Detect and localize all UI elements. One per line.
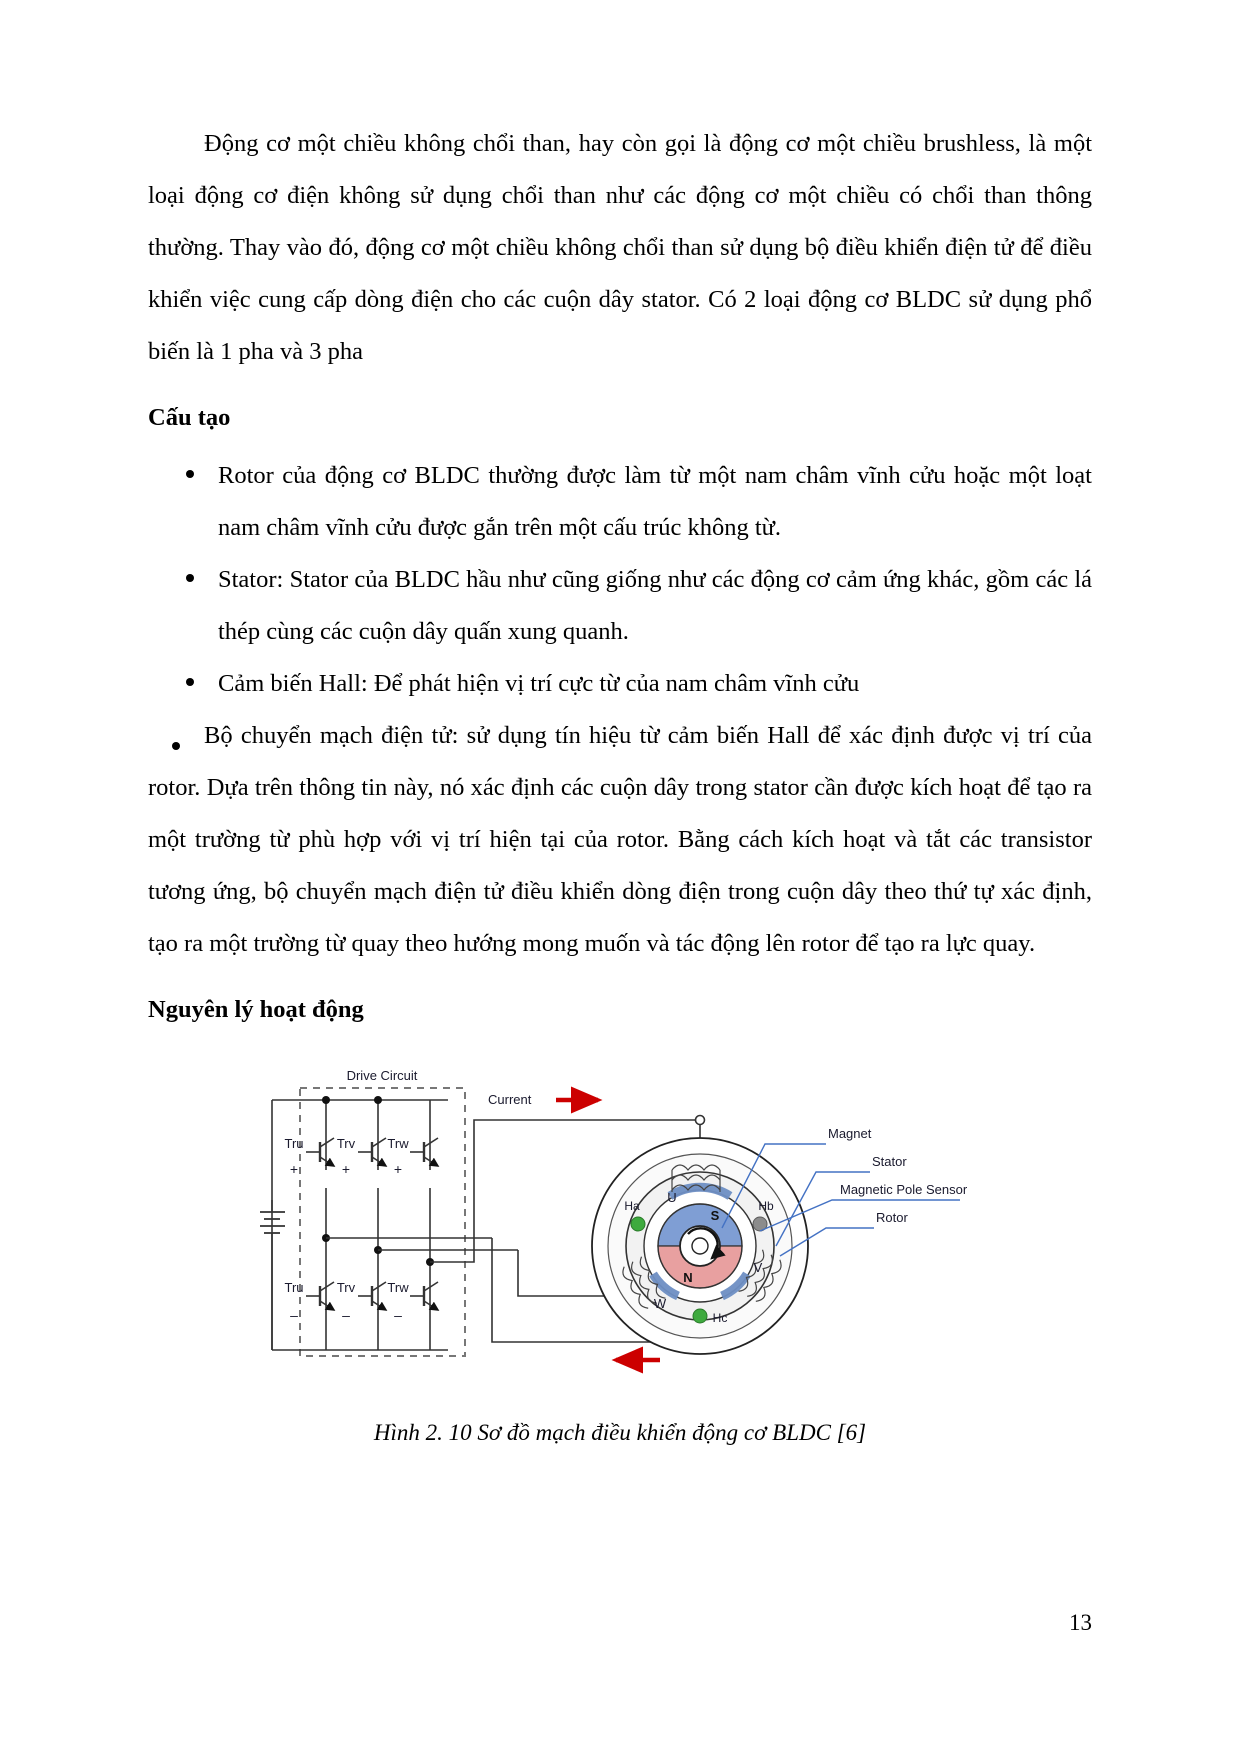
label-transistor-lower-0: Tru bbox=[284, 1280, 304, 1295]
label-hall-2: Hc bbox=[712, 1311, 728, 1325]
label-pole-north: N bbox=[683, 1270, 693, 1285]
list-item bbox=[148, 658, 1092, 710]
label-polarity-upper-1: + bbox=[341, 1161, 351, 1177]
label-current: Current bbox=[488, 1092, 532, 1107]
label-transistor-upper-0: Tru bbox=[284, 1136, 304, 1151]
list-item-text: Cảm biến Hall: Để phát hiện vị trí cực từ của nam châm vĩnh cửu bbox=[218, 670, 860, 697]
section-heading-nguyen-ly: Nguyên lý hoạt động bbox=[148, 996, 364, 1023]
label-transistor-lower-1: Trv bbox=[336, 1280, 356, 1295]
diagram-canvas bbox=[260, 1060, 980, 1390]
label-magnetic-pole-sensor: Magnetic Pole Sensor bbox=[840, 1182, 968, 1197]
label-transistor-upper-2: Trw bbox=[387, 1136, 409, 1151]
figure-caption: Hình 2. 10 Sơ đồ mạch điều khiển động cơ BLDC [6] bbox=[373, 1420, 867, 1445]
label-phase-1: V bbox=[753, 1260, 763, 1275]
label-polarity-upper-0: + bbox=[289, 1161, 299, 1177]
hall-sensor-ha-icon bbox=[631, 1217, 645, 1231]
motor-cross-section bbox=[592, 1138, 808, 1354]
list-item-text: Rotor của động cơ BLDC thường được làm từ một nam châm vĩnh cửu hoặc một loạt nam châm vĩnh cửu được gắn trên một cấu trúc không từ. bbox=[218, 462, 1092, 541]
bullet-dot-icon bbox=[186, 574, 194, 582]
page-number: 13 bbox=[1069, 1610, 1092, 1635]
hall-sensor-hc-icon bbox=[693, 1309, 707, 1323]
label-pole-south: S bbox=[710, 1208, 720, 1223]
label-hall-0: Ha bbox=[624, 1199, 640, 1213]
label-rotor: Rotor bbox=[876, 1210, 908, 1225]
intro-paragraph: Động cơ một chiều không chổi than, hay còn gọi là động cơ một chiều brushless, là một loại động cơ điện không sử dụng chổi than như các động cơ một chiều có chổi than thông thường. Thay vào đó, động cơ một chiều không chổi than sử dụng bộ điều khiển điện tử để điều khiển việc cung cấp dòng điện cho các cuộn dây stator. Có 2 loại động cơ BLDC sử dụng phổ biến là 1 pha và 3 pha bbox=[148, 130, 1092, 365]
label-magnet: Magnet bbox=[828, 1126, 872, 1141]
label-drive-circuit: Drive Circuit bbox=[346, 1068, 418, 1083]
list-item bbox=[148, 554, 1092, 658]
list-item-text: Stator: Stator của BLDC hầu như cũng giống như các động cơ cảm ứng khác, gồm các lá thép cùng các cuộn dây quấn xung quanh. bbox=[218, 566, 1092, 645]
transistor-upper-u bbox=[306, 1138, 334, 1166]
transistor-lower-u bbox=[306, 1282, 334, 1310]
structure-bullet-list bbox=[148, 450, 1092, 710]
label-transistor-lower-2: Trw bbox=[387, 1280, 409, 1295]
commutation-paragraph-text: Bộ chuyển mạch điện tử: sử dụng tín hiệu từ cảm biến Hall để xác định được vị trí của rotor. Dựa trên thông tin này, nó xác định các cuộn dây trong stator cần được kích hoạt để tạo ra một trường từ phù hợp với vị trí hiện tại của rotor. Bằng cách kích hoạt và tắt các transistor tương ứng, bộ chuyển mạch điện tử điều khiển dòng điện trong cuộn dây theo thứ tự xác định, tạo ra một trường từ quay theo hướng mong muốn và tác động lên rotor để tạo ra lực quay. bbox=[148, 722, 1092, 957]
transistor-lower-v bbox=[358, 1282, 386, 1310]
label-phase-0: U bbox=[667, 1190, 677, 1205]
label-polarity-lower-1: – bbox=[342, 1307, 350, 1323]
label-polarity-lower-2: – bbox=[394, 1307, 402, 1323]
label-stator: Stator bbox=[872, 1154, 907, 1169]
transistor-lower-w bbox=[410, 1282, 438, 1310]
bullet-dot-icon bbox=[172, 742, 180, 750]
label-transistor-upper-1: Trv bbox=[336, 1136, 356, 1151]
transistor-upper-v bbox=[358, 1138, 386, 1166]
commutation-paragraph bbox=[148, 710, 1092, 970]
transistor-upper-w bbox=[410, 1138, 438, 1166]
bullet-dot-icon bbox=[186, 470, 194, 478]
bullet-dot-icon bbox=[186, 678, 194, 686]
label-polarity-lower-0: – bbox=[290, 1307, 298, 1323]
section-heading-cau-tao: Cấu tạo bbox=[148, 404, 231, 431]
figure-bldc-drive-circuit bbox=[148, 1060, 1092, 1450]
list-item bbox=[148, 450, 1092, 554]
label-phase-2: W bbox=[653, 1296, 667, 1311]
drive-circuit-boundary bbox=[300, 1088, 465, 1356]
label-polarity-upper-2: + bbox=[393, 1161, 403, 1177]
label-hall-1: Hb bbox=[758, 1199, 774, 1213]
